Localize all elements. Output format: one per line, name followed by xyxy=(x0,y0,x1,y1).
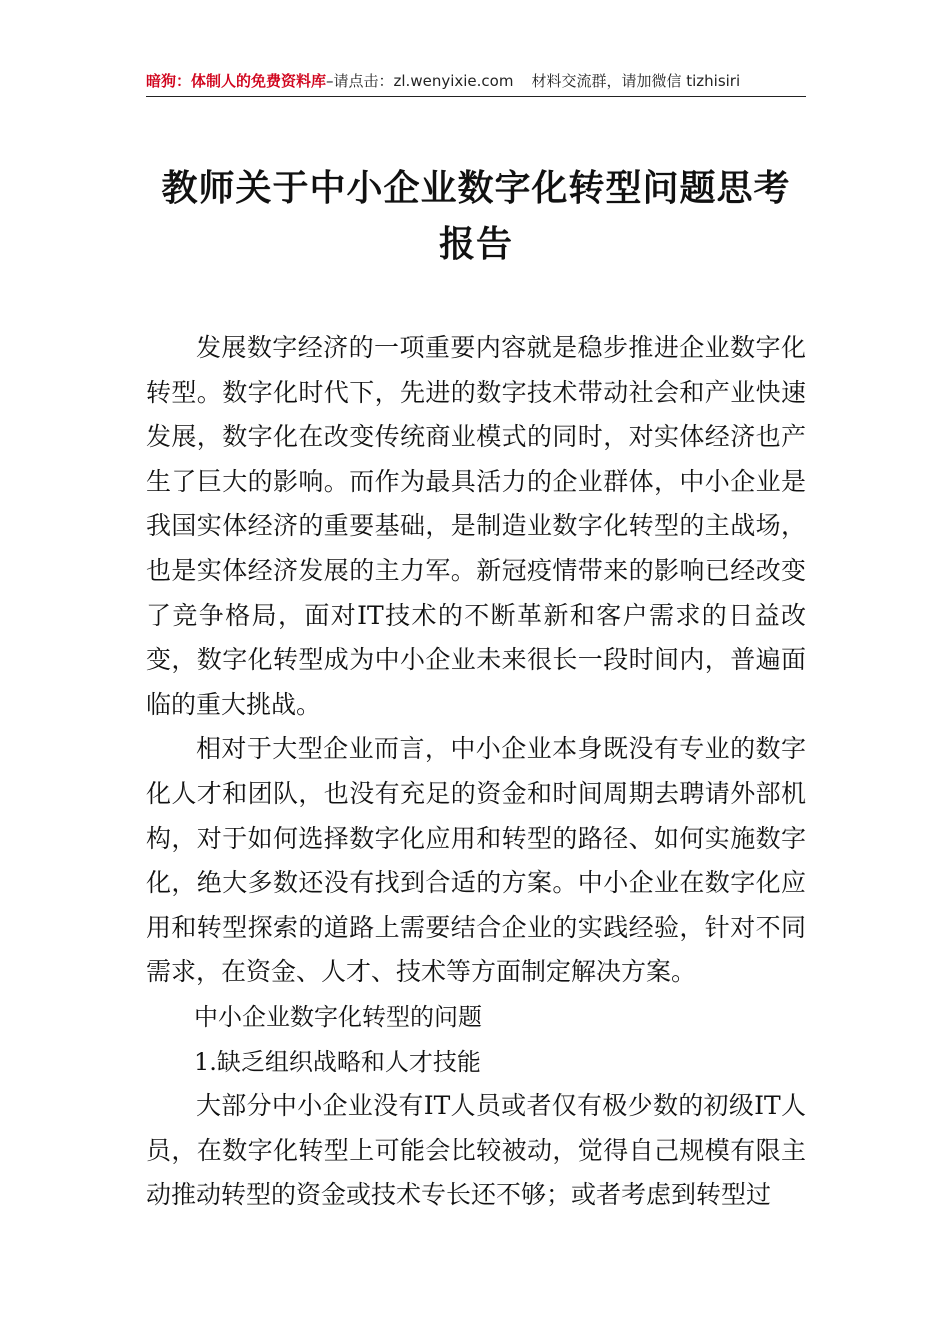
header-link[interactable]: –请点击：zl.wenyixie.com xyxy=(326,72,514,90)
document-body xyxy=(146,326,806,1218)
paragraph: 相对于大型企业而言，中小企业本身既没有专业的数字化人才和团队，也没有充足的资金和时间周期去聘请外部机构，对于如何选择数字化应用和转型的路径、如何实施数字化，绝大多数还没有找到合适的方案。中小企业在数字化应用和转型探索的道路上需要结合企业的实践经验，针对不同需求，在资金、人才、技术等方面制定解决方案。 xyxy=(146,734,806,987)
page-header xyxy=(146,66,806,97)
subsection-heading: 1.缺乏组织战略和人才技能 xyxy=(194,1047,481,1076)
document-title: 教师关于中小企业数字化转型问题思考报告 xyxy=(161,167,791,265)
header-contact: 材料交流群，请加微信 tizhisiri xyxy=(531,72,741,90)
header-brand: 暗狗：体制人的免费资料库 xyxy=(146,72,327,90)
paragraph: 发展数字经济的一项重要内容就是稳步推进企业数字化转型。数字化时代下，先进的数字技术带动社会和产业快速发展，数字化在改变传统商业模式的同时，对实体经济也产生了巨大的影响。而作为最具活力的企业群体，中小企业是我国实体经济的重要基础，是制造业数字化转型的主战场，也是实体经济发展的主力军。新冠疫情带来的影响已经改变了竞争格局，面对IT技术的不断革新和客户需求的日益改变，数字化转型成为中小企业未来很长一段时间内，普遍面临的重大挑战。 xyxy=(146,333,806,719)
section-heading: 中小企业数字化转型的问题 xyxy=(194,1002,482,1031)
paragraph: 大部分中小企业没有IT人员或者仅有极少数的初级IT人员，在数字化转型上可能会比较被动，觉得自己规模有限主动推动转型的资金或技术专长还不够；或者考虑到转型过 xyxy=(146,1091,806,1210)
